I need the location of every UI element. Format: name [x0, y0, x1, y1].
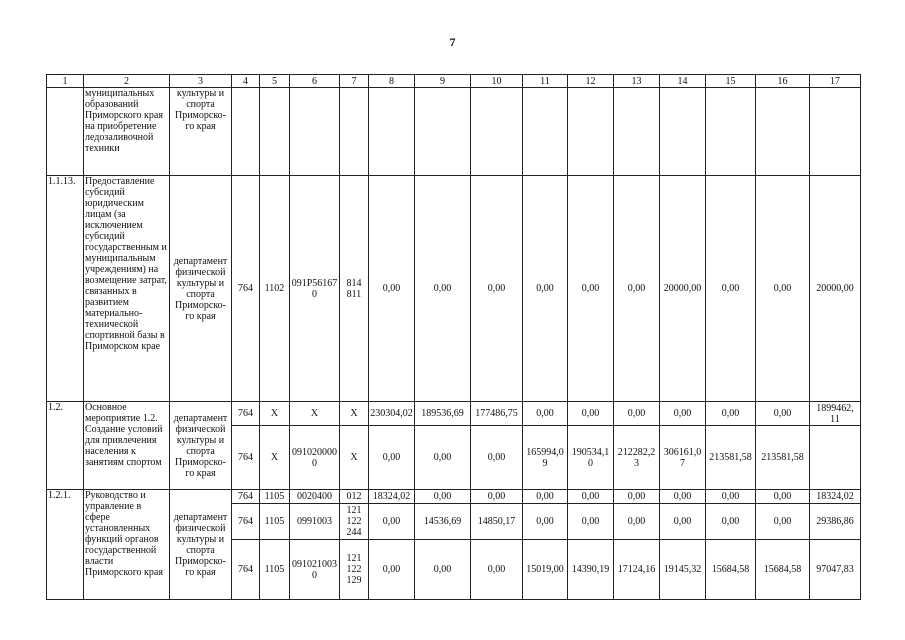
- table-cell: 14390,19: [568, 540, 614, 600]
- table-cell: 764: [232, 490, 260, 504]
- row-number-cell: 1.2.1.: [47, 490, 84, 600]
- table-cell: 14850,17: [471, 504, 523, 540]
- header-row: [47, 75, 861, 88]
- table-cell: 20000,00: [810, 176, 861, 402]
- table-cell: [706, 88, 756, 176]
- column-header: 17: [810, 75, 861, 88]
- table-cell: 0,00: [415, 426, 471, 490]
- table-cell: 0,00: [471, 540, 523, 600]
- column-header: 14: [660, 75, 706, 88]
- table-cell: X: [260, 402, 290, 426]
- table-cell: 0020400: [290, 490, 340, 504]
- table-cell: 19145,32: [660, 540, 706, 600]
- table-cell: [340, 88, 369, 176]
- table-cell: 091020000 0: [290, 426, 340, 490]
- table-cell: [471, 88, 523, 176]
- table-cell: 0,00: [756, 176, 810, 402]
- table-cell: 0,00: [568, 504, 614, 540]
- table-cell: 1899462, 11: [810, 402, 861, 426]
- table-cell: 0,00: [568, 402, 614, 426]
- table-cell: 1105: [260, 490, 290, 504]
- table-cell: 0,00: [471, 176, 523, 402]
- table-cell: 0,00: [660, 504, 706, 540]
- table-cell: 0,00: [756, 490, 810, 504]
- table-row: [47, 490, 861, 504]
- table-cell: 764: [232, 426, 260, 490]
- table-cell: 0,00: [660, 402, 706, 426]
- table-cell: 189536,69: [415, 402, 471, 426]
- table-cell: 0,00: [523, 504, 568, 540]
- column-header: 9: [415, 75, 471, 88]
- table-cell: 814 811: [340, 176, 369, 402]
- table-cell: 0,00: [614, 490, 660, 504]
- table-cell: 18324,02: [369, 490, 415, 504]
- table-cell: 230304,02: [369, 402, 415, 426]
- table-cell: 306161,0 7: [660, 426, 706, 490]
- table-cell: 15684,58: [756, 540, 810, 600]
- table-cell: 29386,86: [810, 504, 861, 540]
- table-cell: 764: [232, 402, 260, 426]
- table-cell: [756, 88, 810, 176]
- table-cell: 0,00: [523, 176, 568, 402]
- department-cell: департамент физической культуры и спорта Приморско-го края: [170, 490, 232, 600]
- table-cell: 18324,02: [810, 490, 861, 504]
- table-cell: 0,00: [660, 490, 706, 504]
- column-header: 4: [232, 75, 260, 88]
- table-cell: 20000,00: [660, 176, 706, 402]
- table-cell: [810, 88, 861, 176]
- row-number-cell: [47, 88, 84, 176]
- table-cell: [614, 88, 660, 176]
- table-cell: 17124,16: [614, 540, 660, 600]
- table-cell: 0,00: [706, 490, 756, 504]
- budget-table: [46, 74, 861, 600]
- table-cell: 121 122 129: [340, 540, 369, 600]
- table-cell: 0,00: [369, 504, 415, 540]
- table-row: [47, 402, 861, 426]
- table-cell: 0,00: [415, 540, 471, 600]
- table-cell: 0,00: [369, 540, 415, 600]
- description-cell: Предоставление субсидий юридическим лицам (за исключением субсидий государственным и муниципальным учреждениям) на возмещение затрат, связанных в развитием материально-технической спортивной базы в Приморском крае: [84, 176, 170, 402]
- department-cell: культуры и спорта Приморско-го края: [170, 88, 232, 176]
- column-header: 16: [756, 75, 810, 88]
- table-cell: 15019,00: [523, 540, 568, 600]
- table-row: [47, 176, 861, 402]
- table-cell: 212282,2 3: [614, 426, 660, 490]
- table-cell: 0,00: [568, 176, 614, 402]
- table-cell: X: [290, 402, 340, 426]
- table-cell: 0,00: [568, 490, 614, 504]
- table-cell: 1105: [260, 540, 290, 600]
- row-number-cell: 1.1.13.: [47, 176, 84, 402]
- table-cell: [523, 88, 568, 176]
- page-number: 7: [449, 35, 456, 49]
- table-cell: [369, 88, 415, 176]
- column-header: 7: [340, 75, 369, 88]
- column-header: 15: [706, 75, 756, 88]
- column-header: 11: [523, 75, 568, 88]
- table-cell: 0,00: [523, 490, 568, 504]
- description-cell: Руководство и управление в сфере установленных функций органов государственной власти Приморского края: [84, 490, 170, 600]
- table-cell: [568, 88, 614, 176]
- table-cell: 0991003: [290, 504, 340, 540]
- table-cell: 0,00: [415, 490, 471, 504]
- department-cell: департамент физической культуры и спорта Приморско-го края: [170, 176, 232, 402]
- table-cell: 0,00: [706, 402, 756, 426]
- table-cell: 0,00: [706, 504, 756, 540]
- column-header: 6: [290, 75, 340, 88]
- table-cell: 165994,0 9: [523, 426, 568, 490]
- table-cell: X: [260, 426, 290, 490]
- table-cell: 0,00: [523, 402, 568, 426]
- column-header: 10: [471, 75, 523, 88]
- table-cell: 0,00: [756, 504, 810, 540]
- table-cell: 213581,58: [706, 426, 756, 490]
- row-number-cell: 1.2.: [47, 402, 84, 490]
- table-cell: 97047,83: [810, 540, 861, 600]
- description-cell: Основное мероприятие 1.2. Создание условий для привлечения населения к занятиям спортом: [84, 402, 170, 490]
- column-header: 8: [369, 75, 415, 88]
- table-cell: 0,00: [369, 426, 415, 490]
- table-cell: [810, 426, 861, 490]
- table-cell: [415, 88, 471, 176]
- table-cell: 764: [232, 176, 260, 402]
- table-cell: 0,00: [756, 402, 810, 426]
- column-header: 2: [84, 75, 170, 88]
- table-cell: 012: [340, 490, 369, 504]
- table-cell: 0,00: [369, 176, 415, 402]
- table-cell: X: [340, 402, 369, 426]
- column-header: 3: [170, 75, 232, 88]
- table-cell: [660, 88, 706, 176]
- table-cell: 190534,1 0: [568, 426, 614, 490]
- table-cell: [290, 88, 340, 176]
- table-cell: 1102: [260, 176, 290, 402]
- table-cell: 0,00: [614, 402, 660, 426]
- table-cell: X: [340, 426, 369, 490]
- table-row: [47, 88, 861, 176]
- table-cell: 177486,75: [471, 402, 523, 426]
- table-cell: 0,00: [471, 490, 523, 504]
- table-cell: 091021003 0: [290, 540, 340, 600]
- table-cell: 14536,69: [415, 504, 471, 540]
- table-cell: 764: [232, 504, 260, 540]
- column-header: 5: [260, 75, 290, 88]
- table-cell: 0,00: [471, 426, 523, 490]
- description-cell: муниципальных образований Приморского края на приобретение ледозаливочной техники: [84, 88, 170, 176]
- table-cell: [232, 88, 260, 176]
- table-cell: 0,00: [415, 176, 471, 402]
- table-cell: 1105: [260, 504, 290, 540]
- column-header: 13: [614, 75, 660, 88]
- table-cell: 213581,58: [756, 426, 810, 490]
- department-cell: департамент физической культуры и спорта Приморско-го края: [170, 402, 232, 490]
- table-cell: 15684,58: [706, 540, 756, 600]
- column-header: 12: [568, 75, 614, 88]
- table-cell: 121 122 244: [340, 504, 369, 540]
- column-header: 1: [47, 75, 84, 88]
- table-cell: 091P56167 0: [290, 176, 340, 402]
- table-cell: 0,00: [614, 504, 660, 540]
- table-cell: 0,00: [614, 176, 660, 402]
- table-cell: 0,00: [706, 176, 756, 402]
- table-cell: [260, 88, 290, 176]
- table-cell: 764: [232, 540, 260, 600]
